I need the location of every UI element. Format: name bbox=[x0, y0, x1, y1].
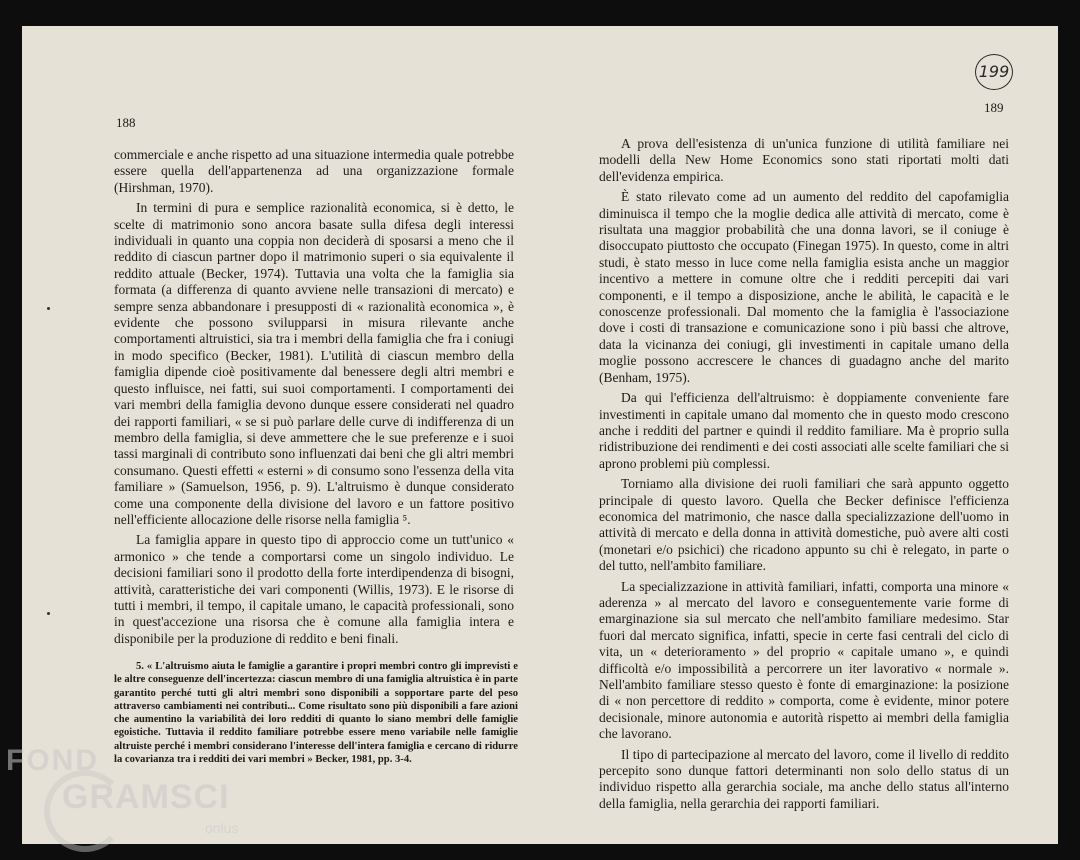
scanned-page-spread bbox=[22, 26, 1058, 844]
left-page-number: 188 bbox=[116, 115, 136, 130]
paragraph: commerciale e anche rispetto ad una situazione intermedia quale potrebbe essere quella dell'appartenenza ad una organizzazione formale (Hirshman, 1970). bbox=[114, 147, 514, 195]
right-page-number: 189 bbox=[984, 100, 1004, 115]
scan-dot bbox=[47, 307, 50, 310]
paragraph: Torniamo alla divisione dei ruoli familiari che sarà appunto oggetto principale di questo lavoro. Quella che Becker definisce l'efficienza economica del matrimonio, che nasce dalla specializzazione dell'uomo in attività di mercato e della donna in attività domestiche, può avere alti costi (monetari e/o psichici) che ricadono appunto su chi è relegato, in parte o del tutto, nell'ambito familiare. bbox=[599, 476, 1009, 574]
watermark-line3: onlus bbox=[205, 820, 239, 836]
watermark-line1: FOND bbox=[6, 744, 99, 777]
paragraph: La specializzazione in attività familiari, infatti, comporta una minore « aderenza » al mercato del lavoro e conseguentemente varie forme di emarginazione sia sul mercato che nell'ambito familiare medesimo. Star fuori dal mercato significa, infatti, specie in certe fasi centrali del ciclo di vita, un « deterioramento » del proprio « capitale umano », e quindi difficoltà e/o impossibilità a percorrere un iter lavorativo « normale ». Nell'ambito familiare stesso questo è fonte di emarginazione: la posizione di « non percettore di reddito » comporta, come è evidente, minor potere decisionale, minore autonomia e autorità rispetto ai membri della famiglia che lavorano. bbox=[599, 578, 1009, 742]
archive-stamp-circle: 199 bbox=[975, 54, 1013, 90]
paragraph: In termini di pura e semplice razionalità economica, si è detto, le scelte di matrimonio sono ancora basate sulla difesa degli interessi individuali in quanto una coppia non deciderà di sposarsi a meno che il reddito di ciascun partner dopo il matrimonio superi o sia equivalente il reddito attuale (Becker, 1974). Tuttavia una volta che la famiglia sia formata (a differenza di quanto avviene nelle transazioni di mercato) e sempre senza abbandonare i presupposti di « razionalità economica », è evidente che possono svilupparsi in misura rilevante anche comportamenti altruistici, sia tra i membri della famiglia che fra i coniugi in modo specifico (Becker, 1981). L'utilità di ciascun membro della famiglia dipende cioè positivamente dal benessere degli altri membri e questo influisce, nei fatti, sui suoi comportamenti. I comportamenti dei vari membri della famiglia devono dunque essere considerati nel quadro dei rapporti familiari, « se si può parlare delle curve di indifferenza di un membro della famiglia, si deve ammettere che le sue preferenze e i suoi tassi marginali di contributo sono influenzati dai beni che gli altri membri consumano. Questi effetti « esterni » di consumo sono l'essenza della vita familiare » (Samuelson, 1956, p. 9). L'altruismo è dunque considerato come una componente della divisione del lavoro e un fattore positivo nell'efficiente allocazione delle risorse nella famiglia ⁵. bbox=[114, 200, 514, 527]
paragraph: È stato rilevato come ad un aumento del reddito del capofamiglia diminuisca il tempo che la moglie dedica alle attività di mercato, come è risultata una maggior probabilità che una donna lavori, se il coniuge è disoccupato piuttosto che occupato (Finegan 1975). In questo, come in altri studi, è stato messo in luce come nella famiglia esista anche un maggior incentivo a mettere in comune oltre che i redditi percepiti dai vari componenti, e il tempo a disposizione, anche le abilità, le capacità e le conoscenze professionali. Dal momento che la famiglia è l'associazione dove i costi di transazione e comunicazione sono i più bassi che altrove, data la vicinanza dei coniugi, gli investimenti in capitale umano della moglie possono accrescere le chances di guadagno anche del marito (Benham, 1975). bbox=[599, 189, 1009, 385]
watermark-line2: GRAMSCI bbox=[62, 778, 230, 816]
footnote-text: 5. « L'altruismo aiuta le famiglie a garantire i propri membri contro gli imprevisti e le altre conseguenze dell'incertezza: ciascun membro di una famiglia altruistica è in parte garantito perché tutti gli altri membri sono disponibili a sopportare parte del peso attraverso cambiamenti nei contributi... Come risultato sono più disponibili a fare azioni che aumentino la variabilità dei loro redditi di quanto lo siano membri delle famiglie egoistiche. Tuttavia il reddito familiare potrebbe essere meno variabile nelle famiglie altruiste perché i membri considerano l'interesse dell'intera famiglia e cercano di ridurre la covarianza tra i redditi dei vari membri » Becker, 1981, pp. 3-4. bbox=[114, 661, 518, 766]
paragraph: A prova dell'esistenza di un'unica funzione di utilità familiare nei modelli della New Home Economics sono stati riportati molti dati dell'evidenza empirica. bbox=[599, 136, 1009, 184]
scan-dot bbox=[47, 612, 50, 615]
paragraph: Da qui l'efficienza dell'altruismo: è doppiamente conveniente fare investimenti in capitale umano dal momento che in questo modo crescono anche i redditi del partner e quindi il reddito familiare. Ma è proprio sulla ridistribuzione dei rendimenti e dei costi associati alle scelte familiari che si aprono problemi più complessi. bbox=[599, 390, 1009, 471]
right-page-body bbox=[599, 136, 1009, 816]
paragraph: La famiglia appare in questo tipo di approccio come un tutt'unico « armonico » che tende a comportarsi come un singolo individuo. Le decisioni familiari sono il prodotto della forte interdipendenza di bisogni, attività, caratteristiche dei vari componenti (Willis, 1973). E le risorse di tutti i membri, il tempo, il capitale umano, le capacità professionali, sono in quest'accezione una risorsa che è comune alla famiglia intera e disponibile per la produzione di reddito e beni finali. bbox=[114, 532, 514, 646]
footnote bbox=[114, 660, 518, 766]
left-page-body bbox=[114, 147, 514, 651]
paragraph: Il tipo di partecipazione al mercato del lavoro, come il livello di reddito percepito sono dunque fattori determinanti non solo dello status di un individuo rispetto alla gerarchia sociale, ma anche dello status all'interno della famiglia, nella gerarchia dei rapporti familiari. bbox=[599, 746, 1009, 811]
